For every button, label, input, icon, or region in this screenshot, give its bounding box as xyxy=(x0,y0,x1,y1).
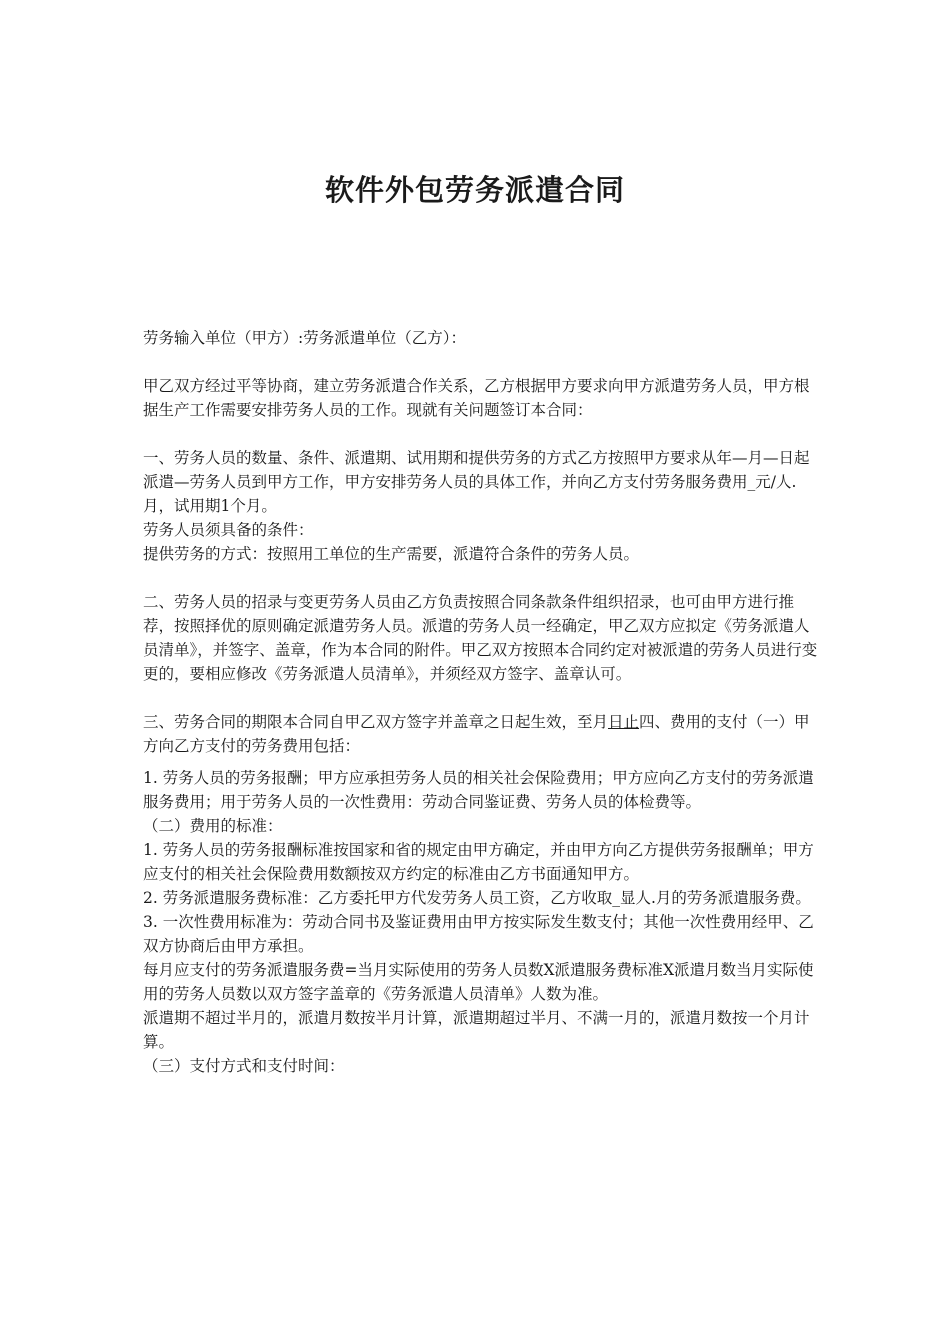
section-1-method: 提供劳务的方式：按照用工单位的生产需要，派遣符合条件的劳务人员。 xyxy=(143,545,640,563)
section-3-text-after: 四、费用的支付（一）甲方向乙方支付的劳务费用包括： xyxy=(143,713,810,755)
fee-items-paragraph: 1. 劳务人员的劳务报酬；甲方应承担劳务人员的相关社会保险费用；甲方应向乙方支付的劳务派遣服务费用；用于劳务人员的一次性费用：劳动合同鉴证费、劳务人员的体检费等。 xyxy=(143,769,814,811)
standard-item-3: 3. 一次性费用标准为：劳动合同书及鉴证费用由甲方按实际发生数支付；其他一次性费用经甲、乙双方协商后由甲方承担。 xyxy=(143,913,814,955)
section-1-conditions: 劳务人员须具备的条件： xyxy=(143,521,314,539)
month-rule-paragraph: 派遣期不超过半月的，派遣月数按半月计算，派遣期超过半月、不满一月的，派遣月数按一个月计算。 xyxy=(143,1009,810,1051)
section-3-text-before: 三、劳务合同的期限本合同自甲乙双方签字并盖章之日起生效，至月 xyxy=(143,713,609,731)
standard-item-1: 1. 劳务人员的劳务报酬标准按国家和省的规定由甲方确定，并由甲方向乙方提供劳务报酬单；甲方应支付的相关社会保险费用数额按双方约定的标准由乙方书面通知甲方。 xyxy=(143,841,814,883)
section-1-paragraph: 一、劳务人员的数量、条件、派遣期、试用期和提供劳务的方式乙方按照甲方要求从年—月—日起派遣—劳务人员到甲方工作，甲方安排劳务人员的具体工作，并向乙方支付劳务服务费用_元/人.月，试用期1个月。 xyxy=(143,449,810,515)
standard-heading: （二）费用的标准： xyxy=(143,817,283,835)
intro-paragraph: 甲乙双方经过平等协商，建立劳务派遣合作关系，乙方根据甲方要求向甲方派遣劳务人员，甲方根据生产工作需要安排劳务人员的工作。现就有关问题签订本合同： xyxy=(143,377,810,419)
document-body xyxy=(143,326,818,1078)
monthly-formula-paragraph: 每月应支付的劳务派遣服务费=当月实际使用的劳务人员数X派遣服务费标准X派遣月数当月实际使用的劳务人员数以双方签字盖章的《劳务派遣人员清单》人数为准。 xyxy=(143,961,814,1003)
document-title: 软件外包劳务派遣合同 xyxy=(324,173,625,207)
payment-heading: （三）支付方式和支付时间： xyxy=(143,1057,345,1075)
section-3-paragraph xyxy=(143,710,818,758)
section-2-paragraph: 二、劳务人员的招录与变更劳务人员由乙方负责按照合同条款条件组织招录，也可由甲方进行推荐，按照择优的原则确定派遣劳务人员。派遣的劳务人员一经确定，甲乙双方应拟定《劳务派遣人员清单》，并签字、盖章，作为本合同的附件。甲乙双方按照本合同约定对被派遣的劳务人员进行变更的，要相应修改《劳务派遣人员清单》，并须经双方签字、盖章认可。 xyxy=(143,593,818,683)
parties-line: 劳务输入单位（甲方）:劳务派遣单位（乙方）： xyxy=(143,329,466,347)
section-3-underlined-text: 日止 xyxy=(608,713,640,731)
standard-item-2: 2. 劳务派遣服务费标准：乙方委托甲方代发劳务人员工资，乙方收取_显人.月的劳务派遣服务费。 xyxy=(143,889,811,907)
